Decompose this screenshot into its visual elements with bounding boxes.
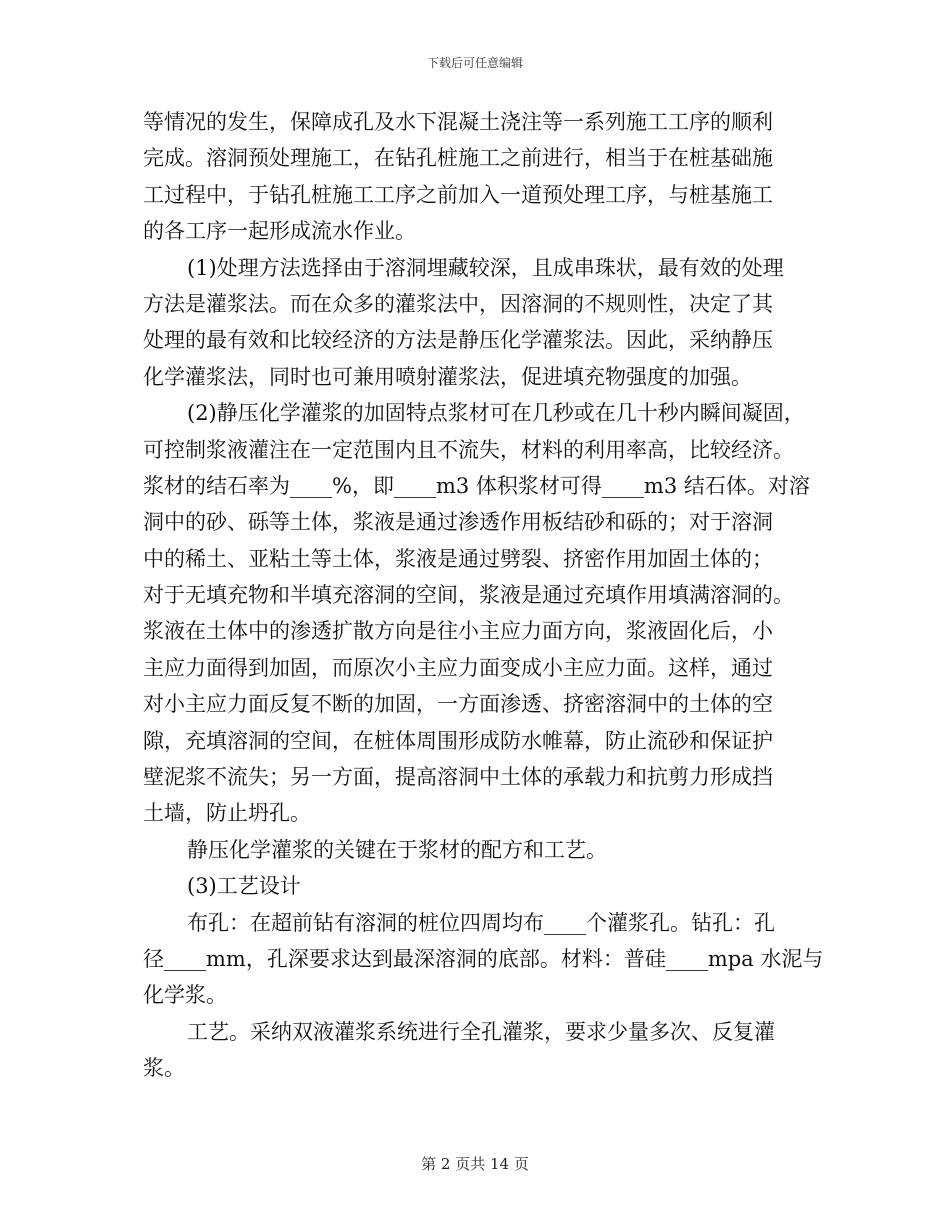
text-line: 浆。 — [143, 1056, 185, 1081]
text-line: 对于无填充物和半填充溶洞的空间，浆液是通过充填作用填满溶洞的。 — [143, 583, 794, 608]
text-line: (3)工艺设计 — [187, 874, 301, 899]
text-line: 壁泥浆不流失；另一方面，提高溶洞中土体的承载力和抗剪力形成挡 — [143, 765, 773, 790]
text-line: 布孔：在超前钻有溶洞的桩位四周均布____个灌浆孔。钻孔：孔 — [187, 910, 775, 935]
page-header: 下载后可任意编辑 — [426, 56, 523, 70]
text-line: 主应力面得到加固，而原次小主应力面变成小主应力面。这样，通过 — [143, 655, 773, 680]
text-line: 可控制浆液灌注在一定范围内且不流失，材料的利用率高，比较经济。 — [143, 437, 794, 462]
text-line: 等情况的发生，保障成孔及水下混凝土浇注等一系列施工工序的顺利 — [143, 110, 773, 134]
text-line: 对小主应力面反复不断的加固，一方面渗透、挤密溶洞中的土体的空 — [143, 692, 773, 717]
text-line: 工艺。采纳双液灌浆系统进行全孔灌浆，要求少量多次、反复灌 — [187, 1019, 775, 1044]
text-line: 方法是灌浆法。而在众多的灌浆法中，因溶洞的不规则性，决定了其 — [143, 291, 773, 316]
text-line: 隙，充填溶洞的空间，在桩体周围形成防水帷幕，防止流砂和保证护 — [143, 728, 773, 753]
text-line: (2)静压化学灌浆的加固特点浆材可在几秒或在几十秒内瞬间凝固， — [187, 401, 805, 426]
text-line: 洞中的砂、砾等土体，浆液是通过渗透作用板结砂和砾的；对于溶洞 — [143, 510, 773, 535]
text-line: 处理的最有效和比较经济的方法是静压化学灌浆法。因此，采纳静压 — [143, 328, 773, 353]
text-line: 静压化学灌浆的关键在于浆材的配方和工艺。 — [187, 837, 607, 862]
text-line: (1)处理方法选择由于溶洞埋藏较深，且成串珠状，最有效的处理 — [187, 255, 784, 280]
text-line: 化学灌浆法，同时也可兼用喷射灌浆法，促进填充物强度的加强。 — [143, 364, 752, 389]
text-line: 浆液在土体中的渗透扩散方向是往小主应力面方向，浆液固化后，小 — [143, 619, 773, 644]
text-line: 完成。溶洞预处理施工，在钻孔桩施工之前进行，相当于在桩基础施 — [143, 146, 773, 171]
document-body — [143, 104, 823, 1087]
text-line: 浆材的结石率为____%，即____m3 体积浆材可得____m3 结石体。对溶 — [143, 473, 810, 498]
text-line: 径____mm，孔深要求达到最深溶洞的底部。材料：普硅____mpa 水泥与 — [143, 946, 824, 971]
text-line: 土墙，防止坍孔。 — [143, 801, 311, 826]
text-line: 的各工序一起形成流水作业。 — [143, 219, 416, 244]
text-line: 中的稀土、亚粘土等土体，浆液是通过劈裂、挤密作用加固土体的； — [143, 546, 773, 571]
text-line: 工过程中，于钻孔桩施工工序之前加入一道预处理工序，与桩基施工 — [143, 182, 773, 207]
text-line: 化学浆。 — [143, 983, 227, 1008]
page-footer: 第 2 页共 14 页 — [421, 1155, 529, 1173]
